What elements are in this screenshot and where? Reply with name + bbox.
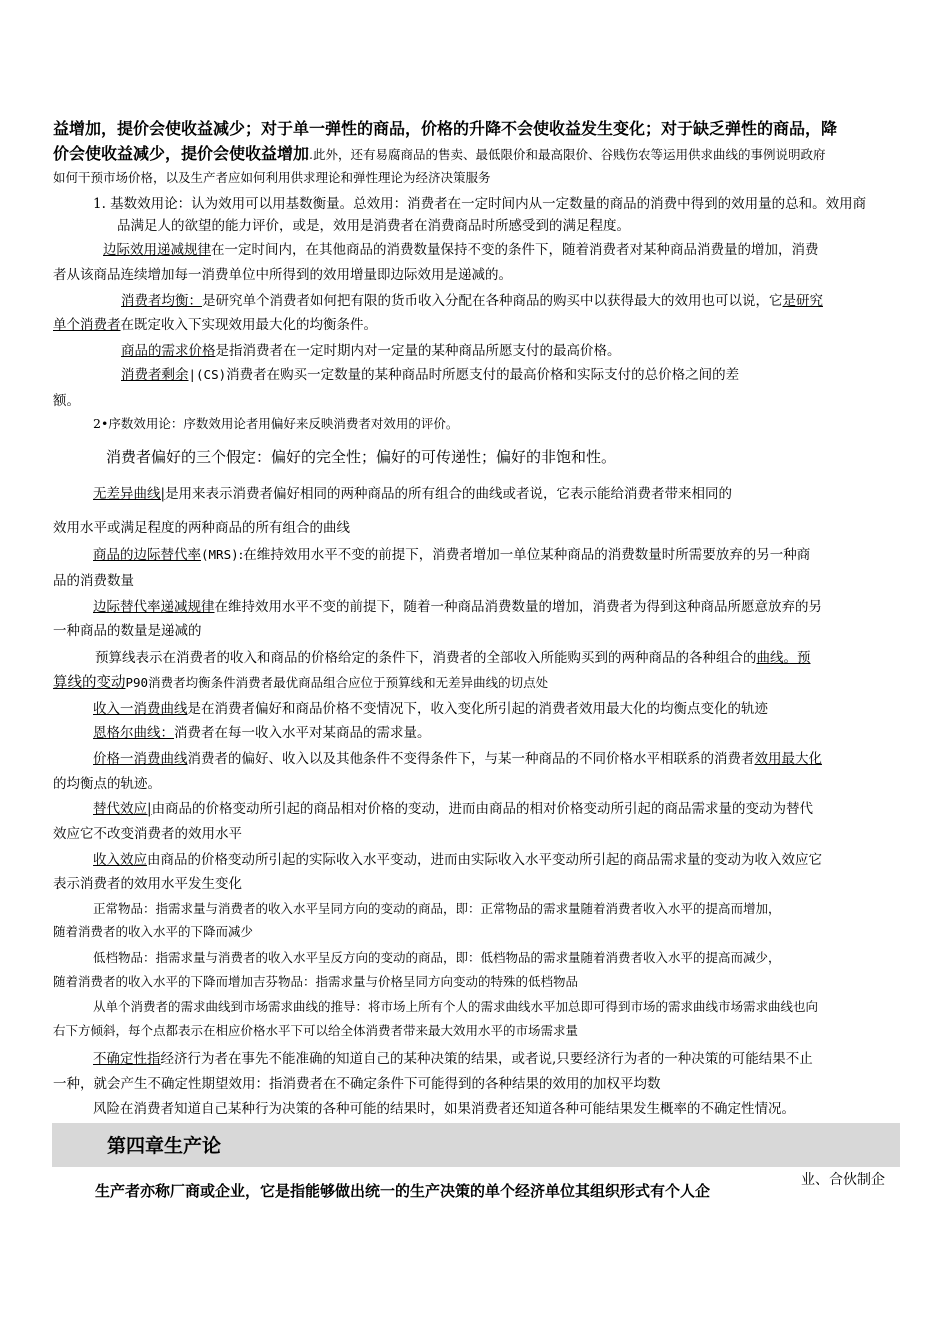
term-substitution-effect: 替代效应| [93, 801, 152, 817]
text-line: 1. 基数效用论：认为效用可以用基数衡量。总效用：消费者在一定时间内从一定数量的商品的消费中得到的效用量的总和。效用商 [93, 196, 867, 212]
text-line: 不确定性指经济行为者在事先不能准确的知道自己的某种决策的结果，或者说,只要经济行为者的一种决策的可能结果不止 [93, 1051, 813, 1067]
term-uncertainty: 不确定性指 [93, 1051, 161, 1067]
text-line: 消费者剩余|(CS)消费者在购买一定数量的某种商品时所愿支付的最高价格和实际支付的总价格之间的差 [121, 367, 740, 383]
text-line: 一种商品的数量是递减的 [53, 623, 202, 639]
term-diminishing-mrs: 边际替代率递减规律 [93, 599, 215, 615]
term-demand-price: 商品的需求价格 [121, 343, 216, 359]
term-mrs: 商品的边际替代率 [93, 547, 201, 563]
text-line: 替代效应|由商品的价格变动所引起的商品相对价格的变动，进而由商品的相对价格变动所引起的商品需求量的变动为替代 [93, 801, 814, 817]
term-price-consumption-curve: 价格一消费曲线 [93, 751, 188, 767]
text-line: 效应它不改变消费者的效用水平 [53, 826, 242, 842]
text-line: 收入效应由商品的价格变动所引起的实际收入水平变动，进而由实际收入水平变动所引起的商品需求量的变动为收入效应它 [93, 852, 822, 868]
text-line: 商品的需求价格是指消费者在一定时期内对一定量的某种商品所愿支付的最高价格。 [121, 343, 621, 359]
text-line: 如何干预市场价格，以及生产者应如何利用供求理论和弹性理论为经济决策服务 [53, 170, 491, 185]
text-line: 低档物品：指需求量与消费者的收入水平呈反方向的变动的商品，即：低档物品的需求量随着消费者收入水平的提高而减少， [93, 950, 781, 965]
text-line: 边际效用递减规律在一定时间内，在其他商品的消费数量保持不变的条件下，随着消费者对某种商品消费量的增加，消费 [103, 242, 819, 258]
text-line: 正常物品：指需求量与消费者的收入水平呈同方向的变动的商品，即：正常物品的需求量随着消费者收入水平的提高而增加， [93, 901, 781, 916]
text-line: 2•序数效用论：序数效用论者用偏好来反映消费者对效用的评价。 [93, 416, 459, 431]
text-line: 的均衡点的轨迹。 [53, 776, 161, 792]
term-consumer-surplus: 消费者剩余 [121, 367, 189, 383]
term-consumer-equilibrium: 消费者均衡： [121, 293, 202, 309]
text-line: 收入一消费曲线是在消费者偏好和商品价格不变情况下，收入变化所引起的消费者效用最大化的均衡点变化的轨迹 [93, 701, 768, 717]
text-line: 消费者均衡：是研究单个消费者如何把有限的货币收入分配在各种商品的购买中以获得最大的效用也可以说，它是研究 [121, 293, 823, 309]
text-line: 恩格尔曲线：消费者在每一收入水平对某商品的需求量。 [93, 725, 431, 741]
text-line: 无差异曲线|是用来表示消费者偏好相同的两种商品的所有组合的曲线或者说，它表示能给消费者带来相同的 [93, 486, 733, 502]
text-line: 边际替代率递减规律在维持效用水平不变的前提下，随着一种商品消费数量的增加，消费者为得到这种商品所愿意放弃的另 [93, 599, 822, 615]
text-line: 者从该商品连续增加每一消费单位中所得到的效用增量即边际效用是递减的。 [53, 267, 512, 283]
text-line: 随着消费者的收入水平的下降而减少 [53, 924, 254, 939]
text-line: 从单个消费者的需求曲线到市场需求曲线的推导：将市场上所有个人的需求曲线水平加总即可得到市场的需求曲线市场需求曲线也向 [93, 999, 819, 1014]
text-line: 算线的变动P90消费者均衡条件消费者最优商品组合应位于预算线和无差异曲线的切点处 [53, 675, 549, 691]
text-line: 消费者偏好的三个假定：偏好的完全性；偏好的可传递性；偏好的非饱和性。 [106, 448, 617, 466]
text-line: 随着消费者的收入水平的下降而增加吉芬物品：指需求量与价格呈同方向变动的特殊的低档物品 [53, 974, 579, 989]
chapter-title: 第四章生产论 [107, 1135, 222, 1157]
term-income-effect: 收入效应 [93, 852, 147, 868]
term-income-consumption-curve: 收入一消费曲线 [93, 701, 188, 717]
text-line: 价格一消费曲线消费者的偏好、收入以及其他条件不变得条件下，与某一种商品的不同价格水平相联系的消费者效用最大化 [93, 751, 822, 767]
text-line-continuation: 业、合伙制企 [801, 1172, 885, 1188]
text-line: 效用水平或满足程度的两种商品的所有组合的曲线 [53, 520, 350, 536]
term-engel-curve: 恩格尔曲线： [93, 725, 174, 741]
text-line: 单个消费者在既定收入下实现效用最大化的均衡条件。 [53, 317, 377, 333]
text-line: 右下方倾斜，每个点都表示在相应价格水平下可以给全体消费者带来最大效用水平的市场需求量 [53, 1023, 579, 1038]
text-line: 一种，就会产生不确定性期望效用：指消费者在不确定条件下可能得到的各种结果的效用的加权平均数 [53, 1076, 661, 1092]
text-line: 风险在消费者知道自己某种行为决策的各种可能的结果时，如果消费者还知道各种可能结果发生概率的不确定性情况。 [93, 1101, 795, 1117]
text-line: 品满足人的欲望的能力评价，或是，效用是消费者在消费商品时所感受到的满足程度。 [117, 218, 630, 234]
chapter-heading-bar [52, 1123, 900, 1167]
text-line: 表示消费者的效用水平发生变化 [53, 876, 242, 892]
text-line: 预算线表示在消费者的收入和商品的价格给定的条件下，消费者的全部收入所能购买到的两种商品的各种组合的曲线。预 [95, 650, 811, 666]
text-line: 商品的边际替代率(MRS):在维持效用水平不变的前提下，消费者增加一单位某种商品的消费数量时所需要放弃的另一种商 [93, 547, 811, 563]
text-line: 益增加，提价会使收益减少；对于单一弹性的商品，价格的升降不会使收益发生变化；对于缺乏弹性的商品，降 [53, 119, 838, 138]
text-line: 生产者亦称厂商或企业，它是指能够做出统一的生产决策的单个经济单位其组织形式有个人企 [95, 1182, 711, 1200]
text-line: 品的消费数量 [53, 573, 134, 589]
text-line: 额。 [53, 393, 80, 409]
text-line: 价会使收益减少，提价会使收益增加.此外，还有易腐商品的售卖、最低限价和最高限价、谷贱伤农等运用供求曲线的事例说明政府 [53, 144, 826, 163]
term-indifference-curve: 无差异曲线| [93, 486, 166, 502]
term-marginal-utility: 边际效用递减规律 [103, 242, 211, 258]
